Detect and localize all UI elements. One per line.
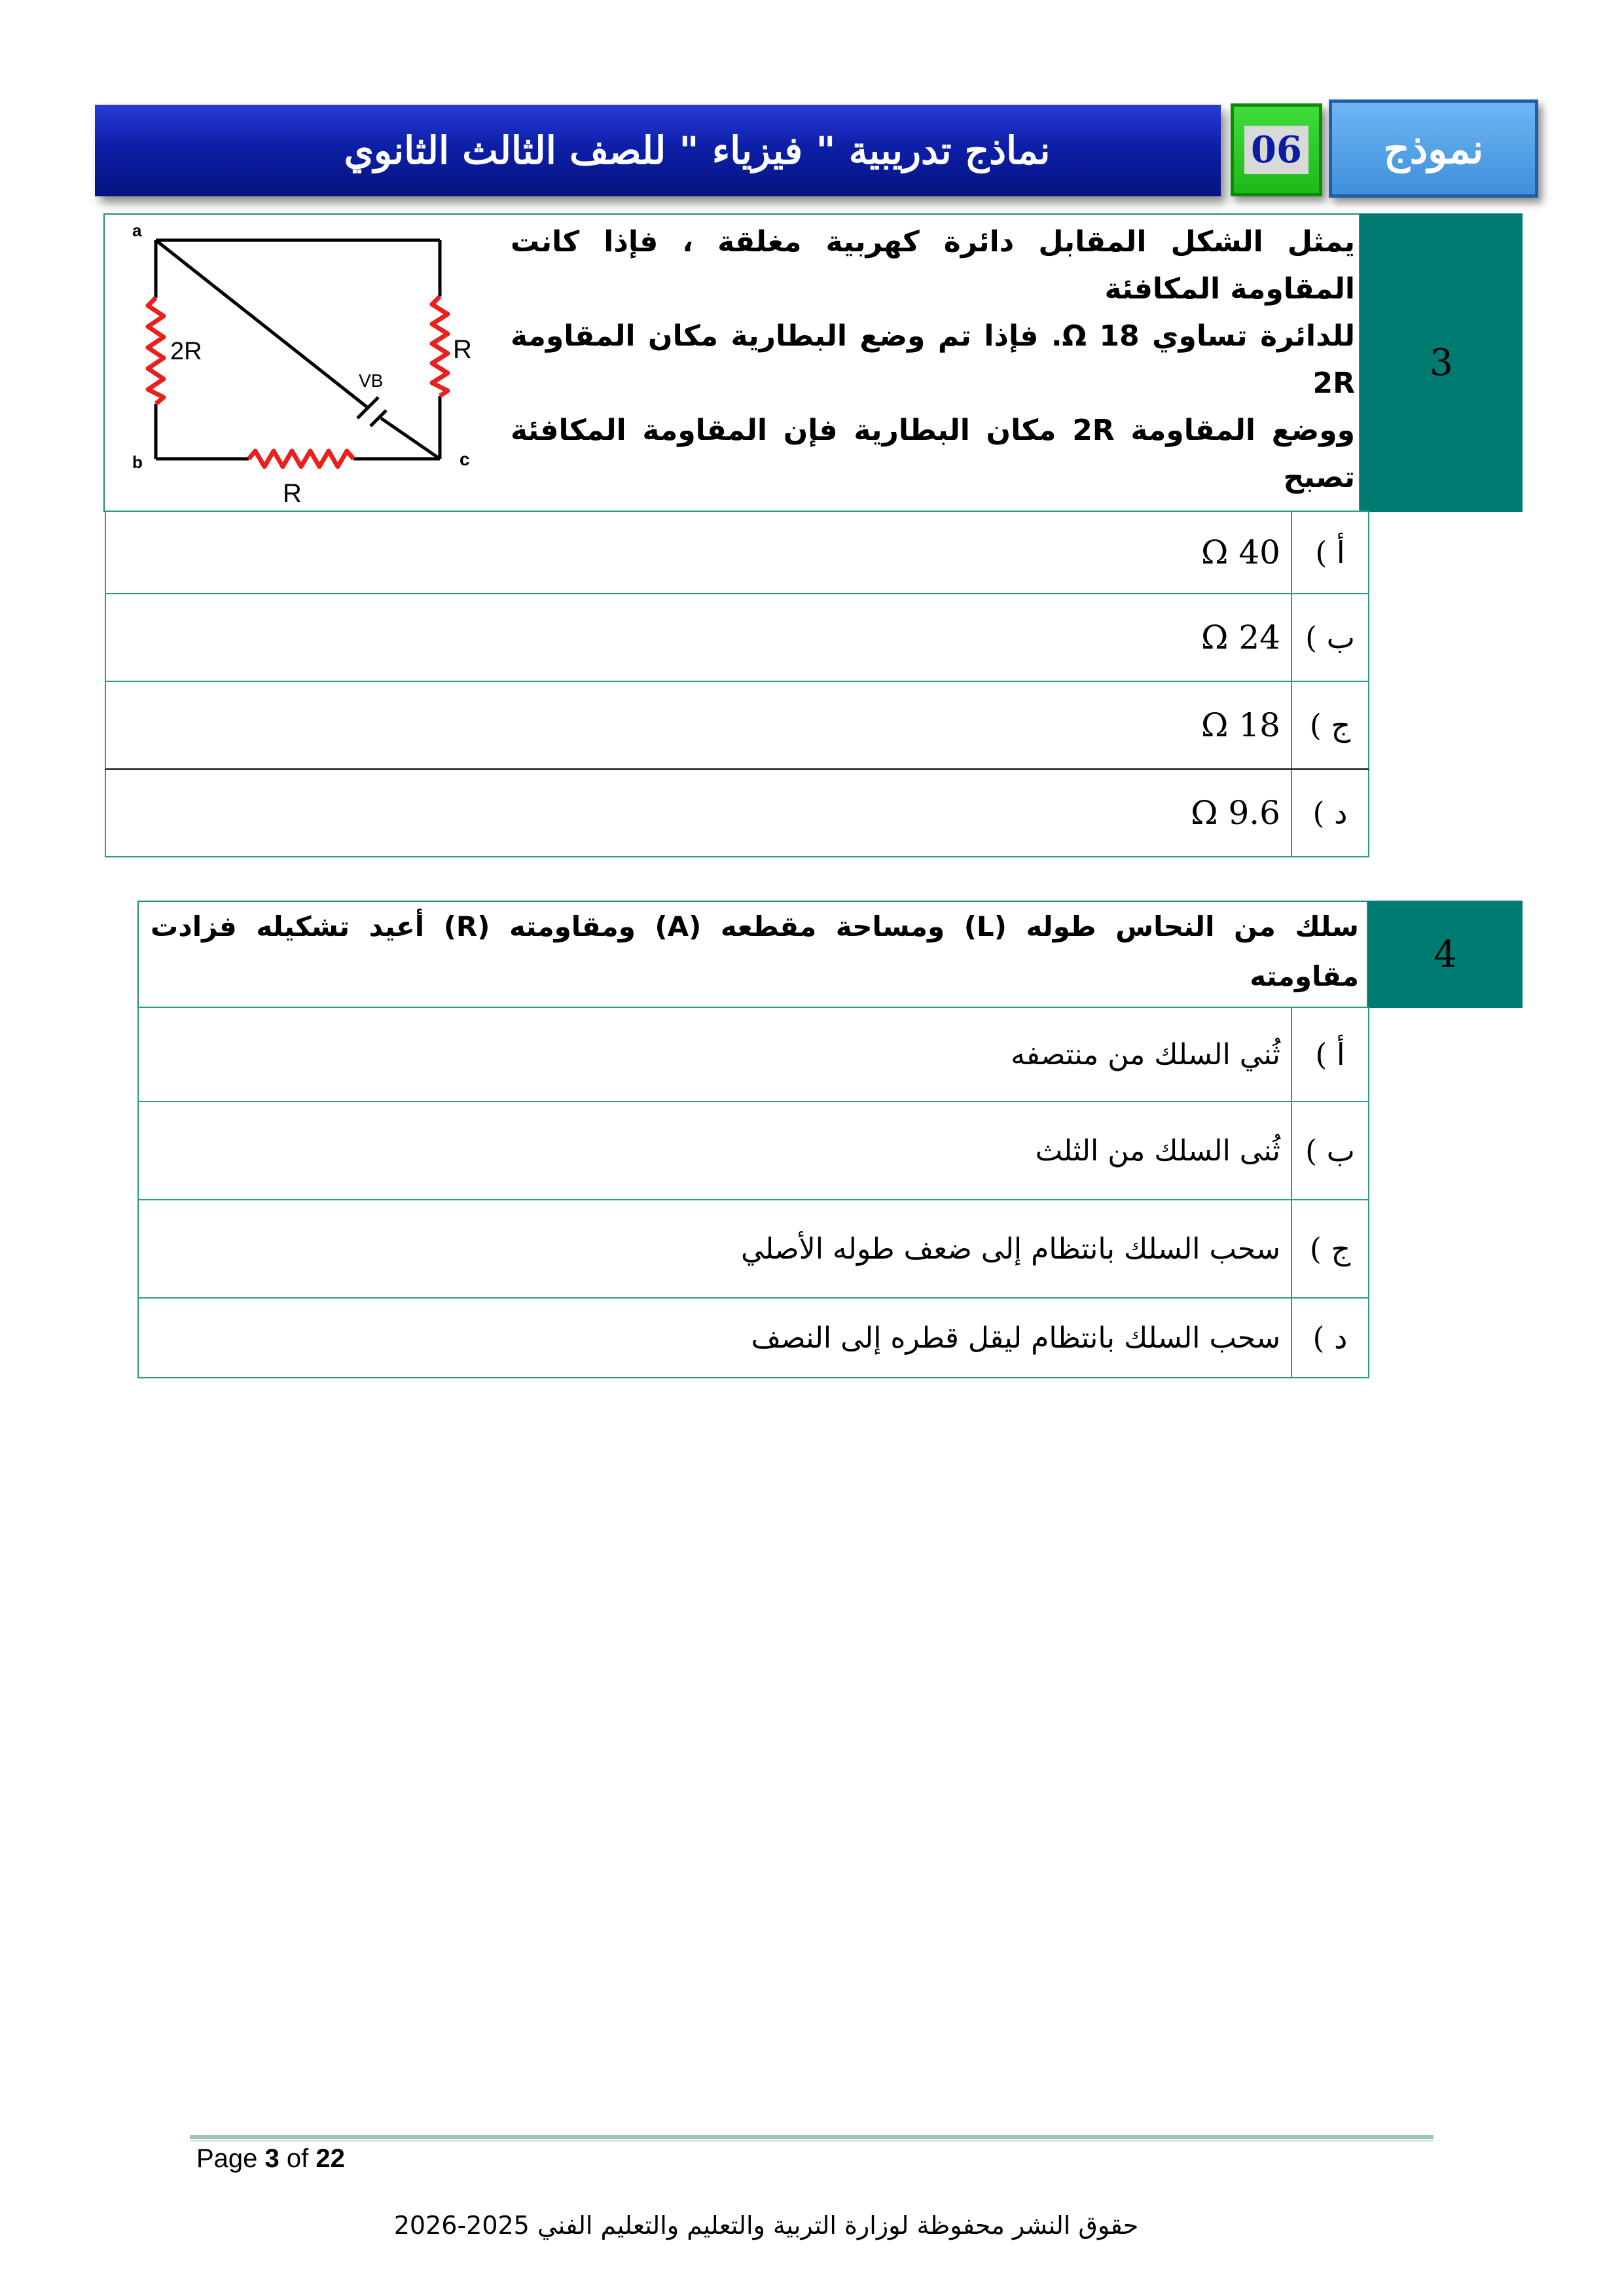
option-letter: ج ) [1291, 682, 1368, 768]
copyright-notice: حقوق النشر محفوظة لوزارة التربية والتعليم والتعليم الفني 2025-2026 [393, 2211, 1139, 2240]
left-resistor-label: 2R [170, 338, 202, 365]
page-current: 3 [264, 2144, 280, 2173]
option-letter: ب ) [1291, 1102, 1368, 1199]
option-text: 18 Ω [1201, 706, 1280, 744]
resistor-left [148, 298, 164, 404]
question-3-option-b[interactable] [105, 594, 1369, 682]
page-title: نماذج تدريبية " فيزياء " للصف الثالث الثانوي [95, 105, 1221, 196]
option-letter: ج ) [1291, 1200, 1368, 1297]
question-3-option-a[interactable] [105, 511, 1369, 594]
page-total: 22 [316, 2144, 345, 2173]
node-c-label: c [460, 449, 470, 469]
question-3-line-1: يمثل الشكل المقابل دائرة كهربية مغلقة ، فإذا كانت المقاومة المكافئة [511, 225, 1355, 306]
option-letter: أ ) [1291, 1008, 1368, 1101]
model-label: نموذج [1329, 99, 1538, 198]
page-word: Page [196, 2144, 258, 2173]
question-3-text [511, 219, 1355, 501]
option-letter: ب ) [1291, 594, 1368, 681]
option-text: 40 Ω [1201, 533, 1280, 571]
question-3-number: 3 [1360, 213, 1523, 512]
option-text: ثُني السلك من منتصفه [1011, 1037, 1280, 1071]
node-b-label: b [132, 452, 143, 472]
resistor-bottom [249, 451, 353, 467]
option-text: ثُنى السلك من الثلث [1035, 1134, 1280, 1168]
question-4-number: 4 [1368, 901, 1523, 1008]
footer-divider-thin [190, 2140, 1434, 2142]
node-a-label: a [132, 221, 142, 240]
bottom-resistor-label: R [283, 479, 302, 507]
question-4-option-a[interactable] [137, 1007, 1369, 1102]
option-text: سحب السلك بانتظام ليقل قطره إلى النصف [751, 1321, 1280, 1355]
right-resistor-label: R [453, 335, 472, 364]
question-3-line-3: ووضع المقاومة 2R مكان البطارية فإن المقاومة المكافئة تصبح [511, 414, 1355, 494]
question-3-option-d[interactable] [105, 770, 1369, 857]
question-4-option-c[interactable] [137, 1200, 1369, 1299]
battery-label: VB [359, 370, 384, 391]
resistor-right [432, 296, 448, 396]
page-number [196, 2144, 345, 2174]
question-3-option-c[interactable] [105, 682, 1369, 770]
question-4-option-b[interactable] [137, 1102, 1369, 1200]
model-number: 06 [1244, 126, 1308, 174]
question-3-line-2: للدائرة تساوي Ω 18. فإذا تم وضع البطارية مكان المقاومة 2R [511, 319, 1355, 400]
question-4-option-d[interactable] [137, 1299, 1369, 1378]
option-text: 9.6 Ω [1191, 794, 1280, 832]
option-letter: د ) [1291, 1299, 1368, 1377]
page-of: of [286, 2144, 309, 2173]
wire-diagonal-a [156, 240, 368, 408]
option-text: 24 Ω [1201, 619, 1280, 656]
option-letter: أ ) [1291, 512, 1368, 593]
footer-divider [190, 2135, 1434, 2139]
question-4-line-1: سلك من النحاس طوله (L) ومساحة مقطعه (A) ومقاومته (R) أعيد تشكيله فزادت مقاومته [151, 910, 1359, 992]
option-letter: د ) [1291, 770, 1368, 856]
option-text: سحب السلك بانتظام إلى ضعف طوله الأصلي [741, 1232, 1280, 1266]
wire-diagonal-c [381, 418, 440, 459]
circuit-diagram [118, 219, 497, 507]
model-number-badge [1231, 103, 1322, 196]
